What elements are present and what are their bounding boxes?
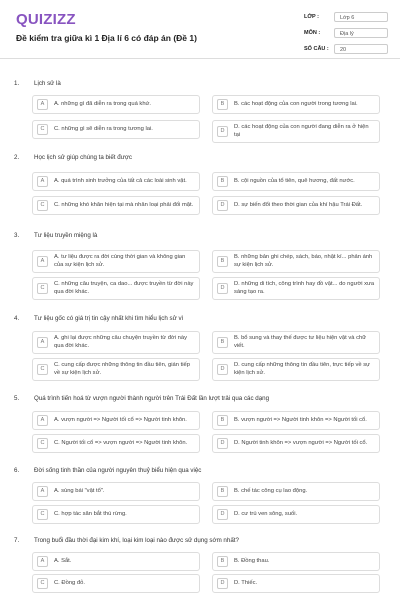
option-letter: D <box>217 283 228 294</box>
option-text: A. tư liệu được ra đời cùng thời gian và không gian của sự kiện lịch sử. <box>54 254 186 268</box>
question-text <box>14 395 269 402</box>
answer-option-c[interactable] <box>32 505 200 524</box>
option-text: C. hợp tác săn bắt thú rừng. <box>54 510 127 517</box>
option-letter: D <box>217 509 228 520</box>
worksheet-meta <box>304 10 388 58</box>
option-letter: B <box>217 337 228 348</box>
answer-option-b[interactable] <box>212 552 380 571</box>
meta-value: Lớp 6 <box>334 12 388 22</box>
option-letter: A <box>37 256 48 267</box>
option-text: A. ghi lại được những câu chuyện truyền từ đời này qua đời khác. <box>54 335 188 349</box>
meta-label: MÔN : <box>304 29 321 36</box>
worksheet-title: Đề kiểm tra giữa kì 1 Địa lí 6 có đáp án (Đề 1) <box>16 33 197 43</box>
answer-option-d[interactable] <box>212 120 380 143</box>
option-text: B. vượn người => Người tinh khôn => Người tối cổ. <box>234 416 367 423</box>
answer-option-b[interactable] <box>212 482 380 501</box>
option-text: B. các hoạt động của con người trong tương lai. <box>234 100 358 107</box>
option-letter: B <box>217 176 228 187</box>
answer-option-a[interactable] <box>32 411 200 430</box>
option-text: B. cội nguồn của tổ tiên, quê hương, đất nước. <box>234 177 355 184</box>
meta-row-class <box>304 10 388 23</box>
question-number: 4. <box>14 315 20 322</box>
option-text: A. những gì đã diễn ra trong quá khứ. <box>54 100 152 107</box>
question-stem: Học lịch sử giúp chúng ta biết được <box>34 154 132 161</box>
option-text: D. Thiếc. <box>234 579 258 586</box>
option-letter: C <box>37 124 48 135</box>
meta-value: 20 <box>334 44 388 54</box>
option-letter: D <box>217 200 228 211</box>
answer-option-a[interactable] <box>32 482 200 501</box>
option-letter: B <box>217 415 228 426</box>
option-letter: C <box>37 438 48 449</box>
question-stem: Tư liệu truyền miệng là <box>34 232 98 239</box>
answer-option-a[interactable] <box>32 250 200 273</box>
meta-row-count <box>304 42 388 55</box>
option-letter: C <box>37 578 48 589</box>
option-letter: D <box>217 578 228 589</box>
option-text: D. Người tinh khôn => vượn người => Người tối cổ. <box>234 439 368 446</box>
answer-option-d[interactable] <box>212 434 380 453</box>
option-letter: C <box>37 364 48 375</box>
option-letter: A <box>37 556 48 567</box>
question-number: 7. <box>14 537 20 544</box>
option-text: C. Người tối cổ => vượn người => Người tinh khôn. <box>54 439 188 446</box>
option-text: B. bổ sung và thay thế được tư liệu hiện vật và chữ viết. <box>234 335 367 349</box>
worksheet-header <box>0 0 400 59</box>
option-text: A. quá trình sinh trưởng của tất cả các loài sinh vật. <box>54 177 187 184</box>
option-letter: A <box>37 337 48 348</box>
option-text: D. những di tích, công trình hay đồ vật... do người xưa sáng tạo ra. <box>234 281 375 295</box>
option-letter: A <box>37 486 48 497</box>
answer-option-c[interactable] <box>32 358 200 381</box>
answer-option-a[interactable] <box>32 552 200 571</box>
option-text: D. sự biến đổi theo thời gian của khí hậu Trái Đất. <box>234 201 363 208</box>
option-text: C. Đồng đỏ. <box>54 579 85 586</box>
meta-label: LỚP : <box>304 13 319 20</box>
question-text <box>14 315 183 322</box>
answer-option-b[interactable] <box>212 411 380 430</box>
answer-option-a[interactable] <box>32 172 200 191</box>
option-text: A. Sắt. <box>54 557 72 564</box>
answer-option-b[interactable] <box>212 95 380 114</box>
meta-label: SỐ CÂU : <box>304 45 329 52</box>
question-stem: Đời sống tinh thần của người nguyên thuỷ biểu hiện qua việc <box>34 467 202 474</box>
option-text: B. chế tác công cụ lao động. <box>234 487 308 494</box>
option-letter: D <box>217 126 228 137</box>
answer-option-c[interactable] <box>32 120 200 139</box>
meta-value: Địa lý <box>334 28 388 38</box>
option-text: C. cung cấp được những thông tin đầu tiên, gián tiếp về sự kiện lịch sử. <box>54 362 190 376</box>
option-text: D. cư trú ven sông, suối. <box>234 510 298 517</box>
option-text: D. cung cấp những thông tin đầu tiên, trực tiếp về sự kiện lịch sử. <box>234 362 371 376</box>
option-letter: B <box>217 256 228 267</box>
question-text <box>14 232 97 239</box>
option-text: B. Đồng thau. <box>234 557 270 564</box>
option-text: C. những câu truyện, ca dao... được truyền từ đời này qua đời khác. <box>54 281 194 295</box>
answer-option-b[interactable] <box>212 250 380 273</box>
question-stem: Tư liệu gốc có giá trị tin cậy nhất khi tìm hiểu lịch sử vì <box>34 315 184 322</box>
question-stem: Quá trình tiến hoá từ vượn người thành người trên Trái Đất lần lượt trải qua các dạng <box>34 395 270 402</box>
question-number: 3. <box>14 232 20 239</box>
question-stem: Trong buổi đầu thời đại kim khí, loại kim loại nào được sử dụng sớm nhất? <box>34 537 239 544</box>
option-letter: B <box>217 99 228 110</box>
option-text: B. những bản ghi chép, sách, báo, nhật kí... phản ánh sự kiện lịch sử. <box>234 254 373 268</box>
question-text <box>14 154 132 161</box>
question-number: 6. <box>14 467 20 474</box>
option-letter: B <box>217 486 228 497</box>
option-text: A. vượn người => Người tối cổ => Người tinh khôn. <box>54 416 187 423</box>
option-text: D. các hoạt động của con người đang diễn ra ở hiện tại <box>234 124 369 138</box>
option-letter: C <box>37 509 48 520</box>
answer-option-d[interactable] <box>212 574 380 593</box>
option-text: C. những gì sẽ diễn ra trong tương lai. <box>54 125 153 132</box>
question-text <box>14 537 239 544</box>
option-letter: B <box>217 556 228 567</box>
question-number: 1. <box>14 80 20 87</box>
answer-option-b[interactable] <box>212 172 380 191</box>
option-text: A. sùng bái "vật tổ". <box>54 487 105 494</box>
answer-option-d[interactable] <box>212 196 380 215</box>
option-letter: D <box>217 364 228 375</box>
option-letter: D <box>217 438 228 449</box>
question-stem: Lịch sử là <box>34 80 61 87</box>
option-text: C. những khó khăn hiện tại mà nhân loại phải đối mặt. <box>54 201 194 208</box>
option-letter: C <box>37 283 48 294</box>
answer-option-a[interactable] <box>32 95 200 114</box>
option-letter: C <box>37 200 48 211</box>
answer-option-c[interactable] <box>32 196 200 215</box>
answer-option-d[interactable] <box>212 277 380 300</box>
question-number: 2. <box>14 154 20 161</box>
answer-option-c[interactable] <box>32 434 200 453</box>
question-number: 5. <box>14 395 20 402</box>
question-text <box>14 467 201 474</box>
option-letter: A <box>37 415 48 426</box>
answer-option-b[interactable] <box>212 331 380 354</box>
answer-option-d[interactable] <box>212 505 380 524</box>
meta-row-subject <box>304 26 388 39</box>
option-letter: A <box>37 176 48 187</box>
quizizz-logo: QUIZIZZ <box>16 11 76 28</box>
answer-option-d[interactable] <box>212 358 380 381</box>
question-text <box>14 80 61 87</box>
answer-option-c[interactable] <box>32 277 200 300</box>
option-letter: A <box>37 99 48 110</box>
answer-option-a[interactable] <box>32 331 200 354</box>
answer-option-c[interactable] <box>32 574 200 593</box>
